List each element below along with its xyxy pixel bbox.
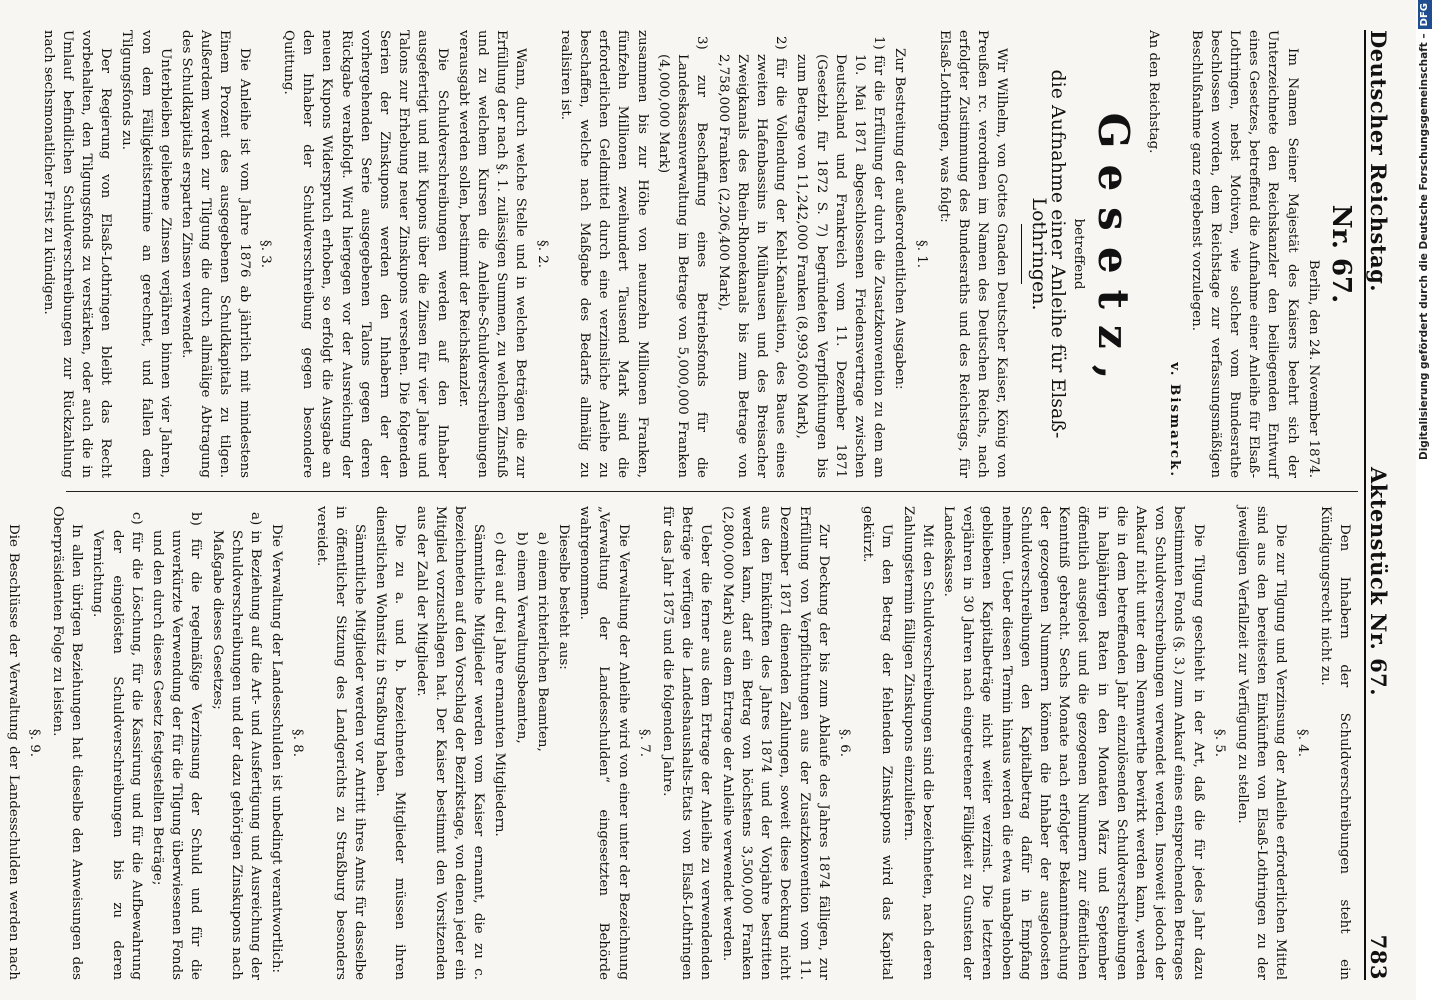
column-divider: [66, 491, 1358, 492]
section-9-text: Die Beschlüsse der Verwaltung der Landesschulden werden nach: [5, 524, 21, 980]
page-number: 783: [1366, 934, 1391, 980]
section-8-text: Die Verwaltung der Landesschulden ist unbedingt verantwortlich:: [269, 524, 285, 974]
left-column: [40, 30, 1356, 478]
law-title: die Aufnahme einer Anleihe für Elsaß-Lothringen.: [1027, 69, 1069, 439]
section-2-heading: §. 2.: [534, 240, 550, 268]
section-7-text: Die zu a. und b. bezeichneten Mitglieder müssen ihren dienstlichen Wohnsitz in Straßburg haben.: [373, 506, 408, 980]
section-1-item: 3) zur Beschaffung eines Betriebsfonds für die Landeskassenverwaltung im Betrage von 5,000,000 Franken (4,000,000 Mark): [655, 36, 710, 478]
section-6-text: Zur Deckung der bis zum Ablaufe des Jahres 1874 fälligen, zur Erfüllung von Verpflichtungen aus der Zusatzkonvention vom 11. Dezember 1871 dienenden Zahlungen, soweit diese Deckung nicht aus den Einkünften des Jahres 1874 und der Vorjahre bestritten werden kann, darf ein Betrag von höchstens 3,500,000 Franken (2,800,000 Mark) aus dem Ertrage der Anleihe verwendet werden.: [719, 506, 831, 980]
section-6-text: Ueber die ferner aus dem Ertrage der Anleihe zu verwendenden Beträge verfügen die Landeshaushalts-Etats von Elsaß-Lothringen für das Jahr 1875 und die folgenden Jahre.: [660, 506, 714, 980]
section-1-item: 2) für die Vollendung der Kehl-Kanalisation, des Baues eines zweiten Hafenbassins in Mülhausen und des Breisacher Zweigkanals des Rhein-Rhonekanals bis zum Betrage von 2,758,000 Franken (2,206,400 Mark),: [715, 36, 789, 478]
section-8-heading: §. 8.: [290, 729, 306, 757]
section-3-text: Der Regierung von Elsaß-Lothringen bleibt das Recht vorbehalten, den Tilgungsfonds zu verstärken, oder auch die in Umlauf befindlichen Schuldverschreibungen zur Rückzahlung nach sechsmonatlicher Frist zu kündigen.: [40, 30, 114, 478]
section-7-text: Dieselbe besteht aus:: [556, 524, 572, 670]
section-1-item: 1) für die Erfüllung der durch die Zusatzkonvention zu dem am 10. Mai 1871 abgeschlossenen Friedensvertrage zwischen Deutschland und Frankreich vom 11. Dezember 1871 (Gesetzbl. für 1872 S. 7) begründeten Verpflichtungen bis zum Betrage von 11,242,000 Franken (8,993,600 Mark),: [794, 36, 887, 478]
section-1-text: zusammen bis zur Höhe von neunzehn Millionen Franken, fünfzehn Millionen zweihundert Tausend Mark sind die erforderlichen Geldmittel durch eine verzinsliche Anleihe zu beschaffen, welche nach Maßgabe des Bedarfs allmälig zu realisiren ist.: [557, 30, 650, 478]
section-9-heading: §. 9.: [26, 729, 42, 757]
preamble: Wir Wilhelm, von Gottes Gnaden Deutscher Kaiser, König von Preußen rc. verordnen im Namen des Deutschen Reichs, nach erfolgter Zustimmung des Bundesraths und des Reichstags, für Elsaß-Lothringen, was folgt:: [936, 30, 1010, 478]
section-5-text: Um den Betrag der fehlenden Zinskupons wird das Kapital gekürzt.: [860, 506, 895, 980]
intro-date: Berlin, den 24. November 1874.: [1305, 259, 1321, 478]
document-number: Nr. 67.: [1326, 204, 1356, 304]
betreffend-label: betreffend: [1070, 218, 1086, 290]
section-7-text: Sämmtliche Mitglieder werden vom Kaiser ernannt, die zu c. bezeichneten auf den Vorschlag der Bezirkstage, von denen jeder ein Mitglied vorzuschlagen hat. Der Kaiser bestimmt den Vorsitzenden aus der Zahl der Mitglieder.: [413, 506, 487, 980]
right-column: [5, 506, 1354, 980]
header-center: Aktenstück Nr. 67.: [1366, 467, 1391, 697]
section-8-item: a) in Beziehung auf die Art- und Ausfertigung und Ausreichung der Schuldverschreibungen und der dazu gehörigen Zinskupons nach Maßgabe dieses Gesetzes;: [209, 512, 264, 980]
header-left: Deutscher Reichstag.: [1366, 30, 1391, 293]
section-3-text: Unterbleiben geliebene Zinsen verjähren binnen vier Jahren, von dem Fälligkeitstermine an gerechnet, und fallen dem Tilgungsfonds zu.: [119, 30, 173, 478]
funding-note: [1416, 0, 1432, 1000]
section-4-text: Die zur Tilgung und Verzinsung der Anleihe erforderlichen Mittel sind aus den bereitesten Einkünften von Elsaß-Lothringen zu der jeweiligen Verfallzeit zur Verfügung zu stellen.: [1234, 506, 1289, 980]
section-1-heading: §. 1.: [913, 240, 929, 268]
section-8-item: c) für die Löschung, für die Kassirung und für die Aufbewahrung der eingelösten Schuldverschreibungen bis zu deren Vernichtung.: [90, 512, 144, 980]
section-2-text: Die Schuldverschreibungen werden auf den Inhaber ausgefertigt und mit Kupons über die Zinsen für vier Jahre und Talons zur Erhebung neuer Zinskupons versehen. Die folgenden Serien der Zinskupons werden den Inhabern der der vorhergehenden Serie ausgegebenen Talons gegen deren Rückgabe verabfolgt. Wird hiergegen vor der Ausreichung der neuen Kupons Widerspruch erhoben, so erfolgt die Ausgabe an den Inhaber der Schuldverschreibung gegen besondere Quittung.: [281, 30, 450, 478]
lead-text: Den Inhabern der Schuldverschreibungen steht ein Kündigungsrecht nicht zu.: [1317, 506, 1352, 980]
section-2-text: Wann, durch welche Stelle und in welchen Beträgen die zur Erfüllung der nach §. 1. zulässigen Summen, zu welchem Zinsfuß und zu welchem Kursen die Anleihe-Schuldverschreibungen verausgabt werden sollen, bestimmt der Reichskanzler.: [455, 30, 529, 478]
section-8-text: In allen übrigen Beziehungen hat dieselbe den Anweisungen des Oberpräsidenten Folge zu leisten.: [50, 506, 85, 980]
signature: v. Bismarck.: [1167, 362, 1184, 478]
section-7-text: Sämmtliche Mitglieder werden vor Antritt ihres Amts für dasselbe in öffentlicher Sitzung des Landgerichts zu Straßburg besonders vereidet.: [313, 506, 368, 980]
section-5-text: Mit den Schuldverschreibungen sind die bezeichneten, nach deren Zahlungstermin fälligen Zinskupons einzuliefern.: [900, 506, 935, 980]
section-5-heading: §. 5.: [1211, 729, 1227, 757]
section-6-heading: §. 6.: [836, 729, 852, 757]
section-4-heading: §. 4.: [1294, 729, 1310, 757]
section-7-heading: §. 7.: [636, 729, 652, 757]
gesetz-heading: Gesetz,: [1088, 112, 1138, 396]
section-7-item: a) einem richterlichen Beamten,: [534, 532, 550, 752]
addressee: An den Reichstag.: [1146, 30, 1162, 154]
intro-text: Im Namen Seiner Majestät des Kaisers beehrt sich der Unterzeichnete den Reichskanzler den beiliegenden Entwurf eines Gesetzes, betreffend die Aufnahme einer Anleihe für Elsaß-Lothringen, nebst Motiven, wie solcher vom Bundesrathe beschlossen worden, dem Reichstage zur verfassungsmäßigen Beschlußnahme ganz ergebenst vorzulegen.: [1188, 30, 1300, 478]
running-header: [1364, 30, 1400, 980]
section-7-item: b) einem Verwaltungsbeamten,: [513, 532, 529, 744]
section-8-item: b) für die regelmäßige Verzinsung der Schuld und für die unverkürzte Verwendung der für die Tilgung überwiesenen Fonds und den durch dieses Gesetz festgestellten Beträge;: [150, 512, 204, 980]
section-5-text: Die Tilgung geschieht in der Art, daß die für jedes Jahr dazu bestimmten Fonds (§. 3.) zum Ankauf eines entsprechenden Betrages von Schuldverschreibungen verwendet werden. Insoweit jedoch der Ankauf nicht unter dem Nennwerthe bewirkt werden kann, werden die in dem betreffenden Jahr einzulösenden Schuldverschreibungen in halbjährigen Raten in den Monaten März und September öffentlich ausgelost und die gezogenen Nummern zur öffentlichen Kenntniß gebracht. Sechs Monate nach erfolgter Bekanntmachung der gezogenen Nummern können die Inhaber der ausgeloosten Schuldverschreibungen den Kapitalbetrag dafür in Empfang nehmen. Ueber diesen Termin hinaus werden die etwa unabgehoben gebliebenen Kapitalbeträge nicht weiter verzinst. Die letzteren verjähren in 30 Jahren nach eingetretener Fälligkeit zu Gunsten der Landeskasse.: [940, 506, 1206, 980]
title-rule: [1021, 224, 1022, 284]
rotated-document-page: [5, 0, 1416, 1000]
section-3-text: Die Anleihe ist vom Jahre 1876 ab jährlich mit mindestens Einem Prozent des ausgegebenen Schuldkapitals zu tilgen. Außerdem werden zur Tilgung die durch allmälige Abtragung des Schuldkapitals ersparten Zinsen verwendet.: [179, 30, 252, 478]
dfg-logo: DFG: [1418, 0, 1432, 29]
section-7-item: c) drei auf drei Jahre ernannten Mitgliedern.: [492, 532, 508, 837]
section-3-heading: §. 3.: [257, 240, 273, 268]
section-7-text: Die Verwaltung der Anleihe wird von einer unter der Bezeichnung „Verwaltung der Landesschulden“ eingesetzten Behörde wahrgenommen.: [577, 506, 631, 980]
section-1-intro: Zur Bestreitung der außerordentlichen Ausgaben:: [892, 48, 908, 390]
funding-text: Digitalisierung gefördert durch die Deutsche Forschungsgemeinschaft –: [1418, 33, 1430, 461]
